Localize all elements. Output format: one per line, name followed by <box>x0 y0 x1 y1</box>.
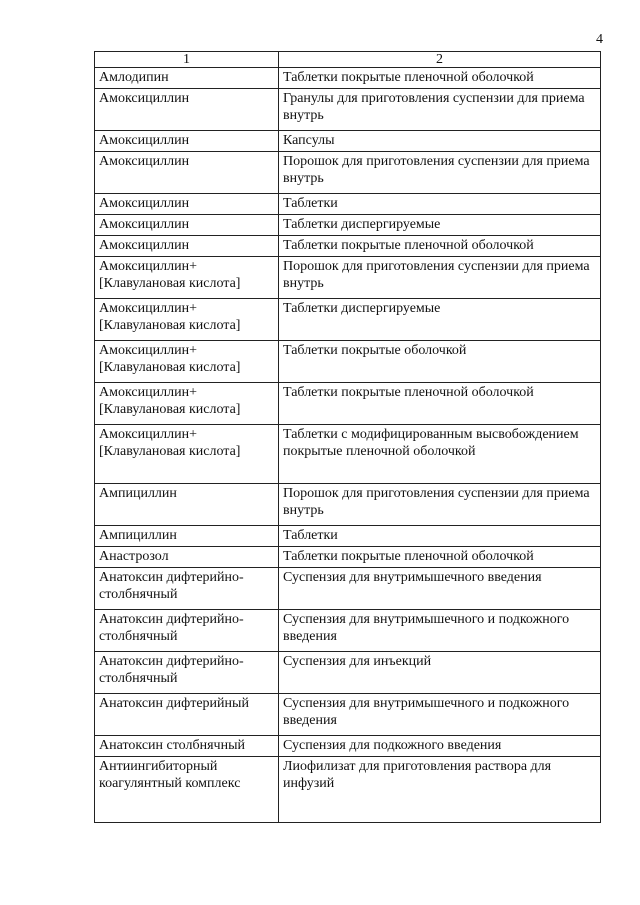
drug-name-cell: Амоксициллин+ [Клавулановая кислота] <box>95 425 279 484</box>
dosage-form-cell: Капсулы <box>279 131 601 152</box>
table-row <box>95 383 601 425</box>
dosage-form-cell: Таблетки покрытые пленочной оболочкой <box>279 236 601 257</box>
dosage-form-cell: Порошок для приготовления суспензии для приема внутрь <box>279 257 601 299</box>
table-row <box>95 194 601 215</box>
dosage-form-cell: Таблетки диспергируемые <box>279 299 601 341</box>
dosage-form-cell: Суспензия для инъекций <box>279 652 601 694</box>
table-row <box>95 610 601 652</box>
table-row <box>95 425 601 484</box>
dosage-form-cell: Таблетки с модифицированным высвобождением покрытые пленочной оболочкой <box>279 425 601 484</box>
drug-name-cell: Амоксициллин <box>95 152 279 194</box>
table-row <box>95 89 601 131</box>
dosage-form-cell: Таблетки покрытые пленочной оболочкой <box>279 68 601 89</box>
drug-name-cell: Амоксициллин <box>95 89 279 131</box>
table-row <box>95 526 601 547</box>
table-row <box>95 484 601 526</box>
drug-name-cell: Амоксициллин+ [Клавулановая кислота] <box>95 341 279 383</box>
dosage-form-cell: Лиофилизат для приготовления раствора для инфузий <box>279 757 601 823</box>
table-row <box>95 694 601 736</box>
dosage-form-cell: Суспензия для внутримышечного и подкожного введения <box>279 694 601 736</box>
table-row <box>95 131 601 152</box>
table-row <box>95 152 601 194</box>
drug-name-cell: Антиингибиторный коагулянтный комплекс <box>95 757 279 823</box>
drug-name-cell: Амоксициллин+ [Клавулановая кислота] <box>95 383 279 425</box>
table-header-row <box>95 52 601 68</box>
drug-forms-table <box>94 51 601 823</box>
drug-name-cell: Амоксициллин+ [Клавулановая кислота] <box>95 257 279 299</box>
dosage-form-cell: Таблетки диспергируемые <box>279 215 601 236</box>
table-row <box>95 652 601 694</box>
dosage-form-cell: Суспензия для внутримышечного введения <box>279 568 601 610</box>
drug-name-cell: Амоксициллин <box>95 194 279 215</box>
table-row <box>95 257 601 299</box>
dosage-form-cell: Порошок для приготовления суспензии для приема внутрь <box>279 484 601 526</box>
drug-name-cell: Анастрозол <box>95 547 279 568</box>
drug-name-cell: Ампициллин <box>95 484 279 526</box>
column-header: 1 <box>95 52 279 68</box>
page-number: 4 <box>596 32 603 47</box>
drug-name-cell: Анатоксин дифтерийно-столбнячный <box>95 568 279 610</box>
dosage-form-cell: Суспензия для подкожного введения <box>279 736 601 757</box>
table-row <box>95 299 601 341</box>
dosage-form-cell: Порошок для приготовления суспензии для приема внутрь <box>279 152 601 194</box>
table-row <box>95 215 601 236</box>
dosage-form-cell: Таблетки покрытые оболочкой <box>279 341 601 383</box>
drug-name-cell: Анатоксин дифтерийно-столбнячный <box>95 610 279 652</box>
table-row <box>95 236 601 257</box>
column-header: 2 <box>279 52 601 68</box>
drug-name-cell: Ампициллин <box>95 526 279 547</box>
drug-name-cell: Амоксициллин <box>95 215 279 236</box>
table-row <box>95 68 601 89</box>
table-row <box>95 547 601 568</box>
table-row <box>95 736 601 757</box>
drug-name-cell: Амоксициллин <box>95 131 279 152</box>
table-row <box>95 568 601 610</box>
dosage-form-cell: Таблетки покрытые пленочной оболочкой <box>279 383 601 425</box>
table-row <box>95 341 601 383</box>
drug-name-cell: Амоксициллин+ [Клавулановая кислота] <box>95 299 279 341</box>
dosage-form-cell: Таблетки покрытые пленочной оболочкой <box>279 547 601 568</box>
dosage-form-cell: Гранулы для приготовления суспензии для приема внутрь <box>279 89 601 131</box>
dosage-form-cell: Таблетки <box>279 194 601 215</box>
drug-name-cell: Амлодипин <box>95 68 279 89</box>
drug-name-cell: Амоксициллин <box>95 236 279 257</box>
table-row <box>95 757 601 823</box>
dosage-form-cell: Таблетки <box>279 526 601 547</box>
drug-name-cell: Анатоксин столбнячный <box>95 736 279 757</box>
drug-name-cell: Анатоксин дифтерийно-столбнячный <box>95 652 279 694</box>
drug-name-cell: Анатоксин дифтерийный <box>95 694 279 736</box>
dosage-form-cell: Суспензия для внутримышечного и подкожного введения <box>279 610 601 652</box>
